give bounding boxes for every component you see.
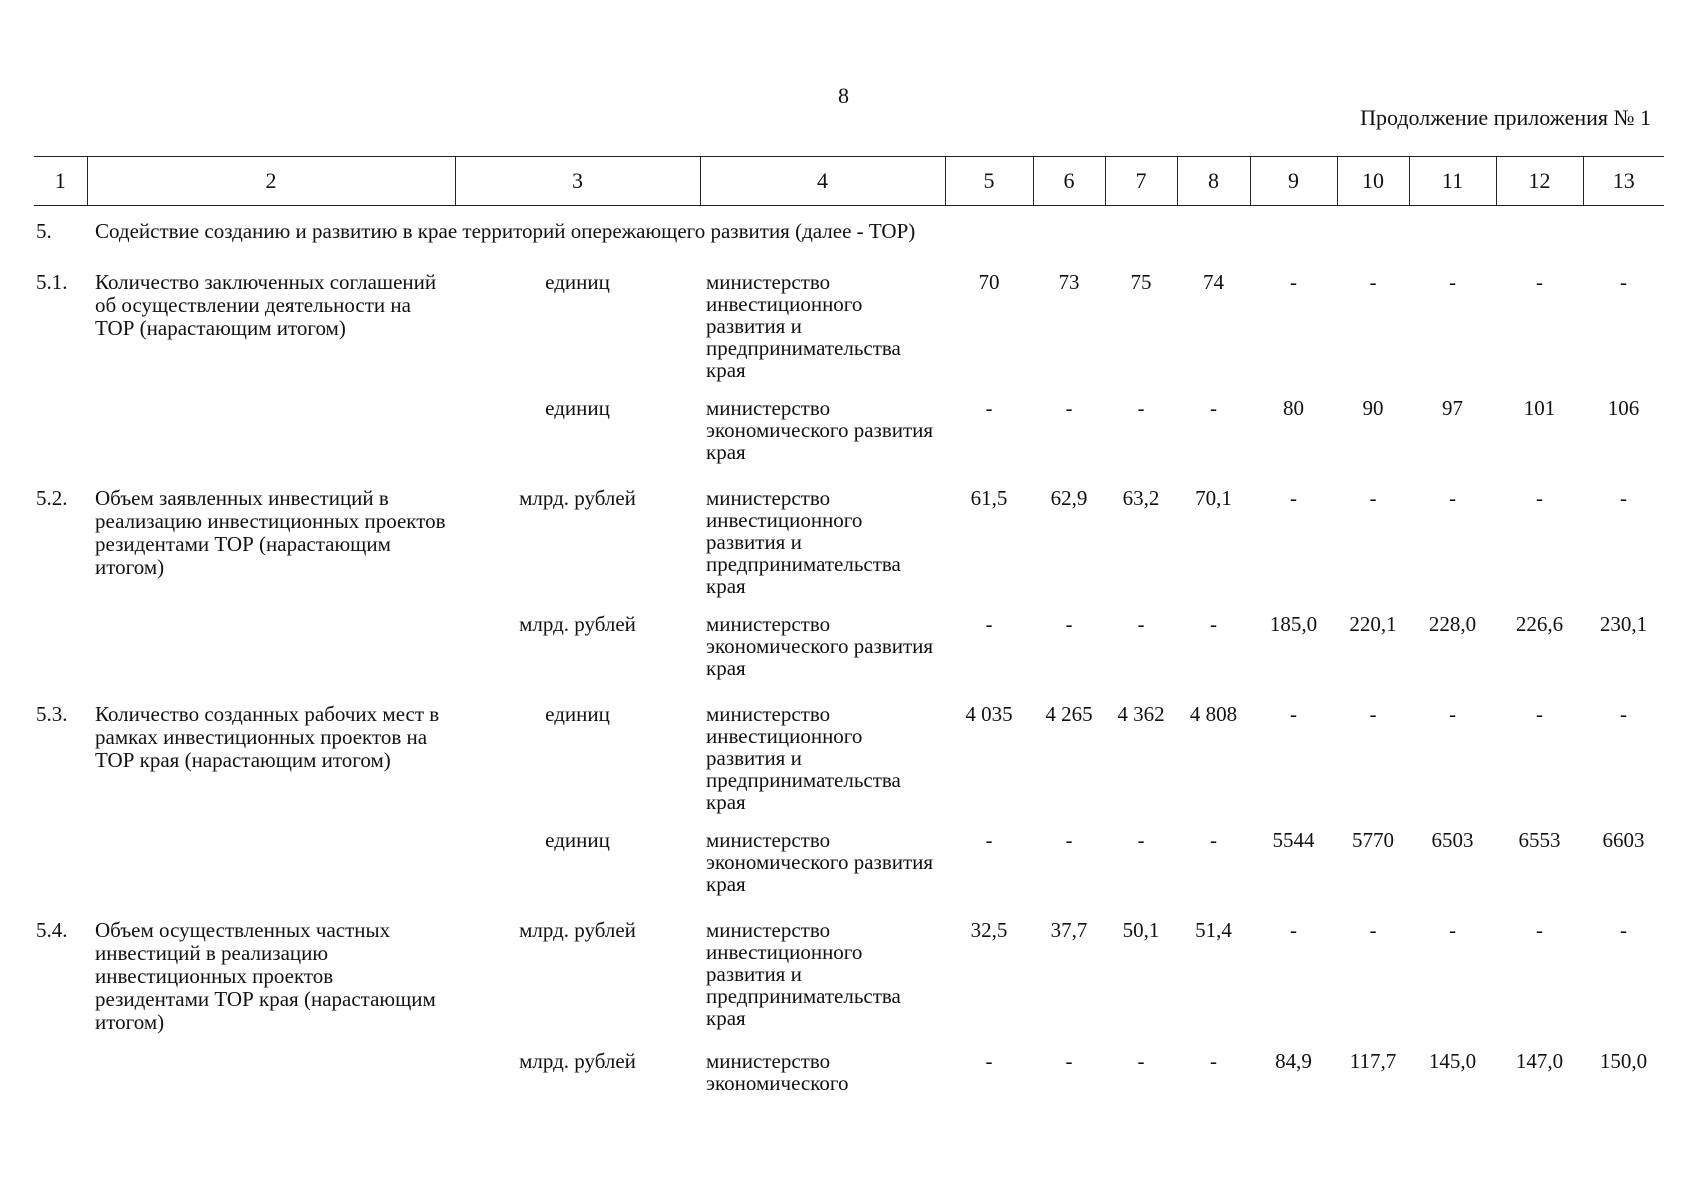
column-header: 8 — [1177, 157, 1250, 206]
unit-cell: млрд. рублей — [519, 612, 636, 636]
value-cell: 61,5 — [970, 486, 1008, 510]
item-number: 5.2. — [36, 486, 68, 510]
table-header — [34, 157, 1664, 206]
responsible-cell: министерство инвестиционного развития и предпринимательства края — [706, 486, 901, 598]
item-number: 5.3. — [36, 702, 68, 726]
unit-cell: единиц — [545, 828, 610, 852]
value-cell: - — [1137, 1049, 1145, 1073]
unit-cell: млрд. рублей — [519, 918, 636, 942]
value-cell: - — [1536, 918, 1543, 942]
value-cell: 4 035 — [965, 702, 1013, 726]
value-cell: 50,1 — [1122, 918, 1160, 942]
value-cell: - — [1065, 612, 1073, 636]
indicator-name: Количество созданных рабочих мест в рамках инвестиционных проектов на ТОР края (нарастающим итогом) — [95, 702, 440, 772]
value-cell: - — [1210, 612, 1217, 636]
indicators-table — [34, 156, 1664, 1108]
value-cell: 220,1 — [1349, 612, 1397, 636]
table-row — [34, 477, 1664, 597]
column-header: 12 — [1496, 157, 1583, 206]
value-cell: - — [985, 828, 993, 852]
value-cell: 117,7 — [1349, 1049, 1397, 1073]
unit-cell: единиц — [545, 270, 610, 294]
indicator-name — [87, 813, 455, 909]
value-cell: 84,9 — [1275, 1049, 1312, 1073]
table-row — [34, 693, 1664, 813]
value-cell: 51,4 — [1195, 918, 1232, 942]
value-cell: 150,0 — [1599, 1049, 1648, 1073]
value-cell: - — [1620, 486, 1627, 510]
indicator-name: Объем заявленных инвестиций в реализацию инвестиционных проектов резидентами ТОР (нарастающим итогом) — [95, 486, 446, 579]
value-cell: - — [1449, 918, 1456, 942]
indicator-name: Объем осуществленных частных инвестиций в реализацию инвестиционных проектов резидентами ТОР края (нарастающим итогом) — [95, 918, 436, 1034]
value-cell: 70 — [978, 270, 1000, 294]
section-row — [34, 206, 1664, 262]
table-row — [34, 1034, 1664, 1108]
value-cell: - — [1137, 612, 1145, 636]
responsible-cell: министерство экономического — [706, 1049, 849, 1095]
value-cell: 74 — [1203, 270, 1224, 294]
value-cell: - — [1290, 702, 1297, 726]
value-cell: 80 — [1283, 396, 1304, 420]
value-cell: - — [1620, 702, 1627, 726]
value-cell: 6553 — [1518, 828, 1561, 852]
header-row — [34, 157, 1664, 206]
value-cell: - — [1137, 396, 1145, 420]
column-header: 4 — [700, 157, 945, 206]
responsible-cell: министерство экономического развития края — [706, 612, 934, 680]
page-number: 8 — [838, 83, 849, 108]
item-number: 5.1. — [36, 270, 68, 294]
value-cell: - — [1210, 396, 1217, 420]
value-cell: - — [1369, 702, 1377, 726]
responsible-cell: министерство экономического развития края — [706, 828, 934, 896]
value-cell: 62,9 — [1050, 486, 1088, 510]
responsible-cell: министерство инвестиционного развития и предпринимательства края — [706, 702, 901, 814]
value-cell: 230,1 — [1599, 612, 1648, 636]
value-cell: - — [985, 396, 993, 420]
indicator-name: Количество заключенных соглашений об осуществлении деятельности на ТОР (нарастающим итогом) — [95, 270, 437, 340]
column-header: 7 — [1105, 157, 1177, 206]
value-cell: - — [1449, 702, 1456, 726]
value-cell: 226,6 — [1515, 612, 1564, 636]
indicator-name — [87, 597, 455, 693]
value-cell: - — [1065, 396, 1073, 420]
column-header: 1 — [34, 157, 87, 206]
column-header: 11 — [1409, 157, 1496, 206]
value-cell: 90 — [1362, 396, 1384, 420]
unit-cell: млрд. рублей — [519, 1049, 636, 1073]
value-cell: 73 — [1058, 270, 1080, 294]
value-cell: 6503 — [1431, 828, 1474, 852]
value-cell: 5544 — [1272, 828, 1315, 852]
value-cell: 32,5 — [970, 918, 1008, 942]
indicator-name — [87, 1034, 455, 1108]
value-cell: - — [1290, 486, 1297, 510]
column-header: 6 — [1033, 157, 1105, 206]
value-cell: 4 362 — [1117, 702, 1165, 726]
value-cell: 70,1 — [1195, 486, 1232, 510]
value-cell: 6603 — [1602, 828, 1645, 852]
table-row — [34, 813, 1664, 909]
column-header: 10 — [1337, 157, 1409, 206]
value-cell: 4 808 — [1189, 702, 1238, 726]
responsible-cell: министерство экономического развития края — [706, 396, 934, 464]
value-cell: 63,2 — [1122, 486, 1160, 510]
value-cell: 185,0 — [1269, 612, 1318, 636]
value-cell: - — [985, 1049, 993, 1073]
value-cell: 4 265 — [1045, 702, 1093, 726]
item-number: 5.4. — [36, 918, 68, 942]
table-body — [34, 206, 1664, 1109]
value-cell: 5770 — [1352, 828, 1394, 852]
value-cell: 97 — [1442, 396, 1463, 420]
value-cell: 106 — [1607, 396, 1640, 420]
value-cell: 145,0 — [1428, 1049, 1477, 1073]
value-cell: - — [1210, 828, 1217, 852]
section-number: 5. — [36, 219, 52, 243]
value-cell: - — [1536, 702, 1543, 726]
indicator-name — [87, 381, 455, 477]
value-cell: - — [1449, 486, 1456, 510]
unit-cell: единиц — [545, 702, 610, 726]
item-number — [34, 813, 87, 909]
column-header: 5 — [945, 157, 1033, 206]
item-number — [34, 1034, 87, 1108]
value-cell: - — [1536, 486, 1543, 510]
column-header: 3 — [455, 157, 700, 206]
value-cell: - — [1620, 270, 1627, 294]
value-cell: - — [1369, 486, 1377, 510]
value-cell: - — [1290, 270, 1297, 294]
value-cell: 37,7 — [1050, 918, 1088, 942]
item-number — [34, 597, 87, 693]
value-cell: - — [1620, 918, 1627, 942]
value-cell: - — [1369, 270, 1377, 294]
responsible-cell: министерство инвестиционного развития и предпринимательства края — [706, 918, 901, 1030]
unit-cell: млрд. рублей — [519, 486, 636, 510]
table-row — [34, 597, 1664, 693]
section-title: Содействие созданию и развитию в крае территорий опережающего развития (далее - ТОР) — [95, 219, 916, 243]
value-cell: - — [1137, 828, 1145, 852]
value-cell: - — [1449, 270, 1456, 294]
value-cell: - — [1065, 828, 1073, 852]
value-cell: - — [1369, 918, 1377, 942]
table-row — [34, 909, 1664, 1034]
value-cell: 101 — [1523, 396, 1556, 420]
value-cell: - — [1210, 1049, 1217, 1073]
value-cell: 75 — [1130, 270, 1152, 294]
table-row — [34, 261, 1664, 381]
value-cell: - — [1290, 918, 1297, 942]
item-number — [34, 381, 87, 477]
table-row — [34, 381, 1664, 477]
value-cell: - — [1536, 270, 1543, 294]
unit-cell: единиц — [545, 396, 610, 420]
column-header: 9 — [1250, 157, 1337, 206]
value-cell: 147,0 — [1515, 1049, 1564, 1073]
responsible-cell: министерство инвестиционного развития и предпринимательства края — [706, 270, 901, 382]
value-cell: - — [985, 612, 993, 636]
column-header: 13 — [1583, 157, 1664, 206]
column-header: 2 — [87, 157, 455, 206]
appendix-continuation-label: Продолжение приложения № 1 — [1360, 105, 1651, 130]
value-cell: - — [1065, 1049, 1073, 1073]
value-cell: 228,0 — [1428, 612, 1477, 636]
